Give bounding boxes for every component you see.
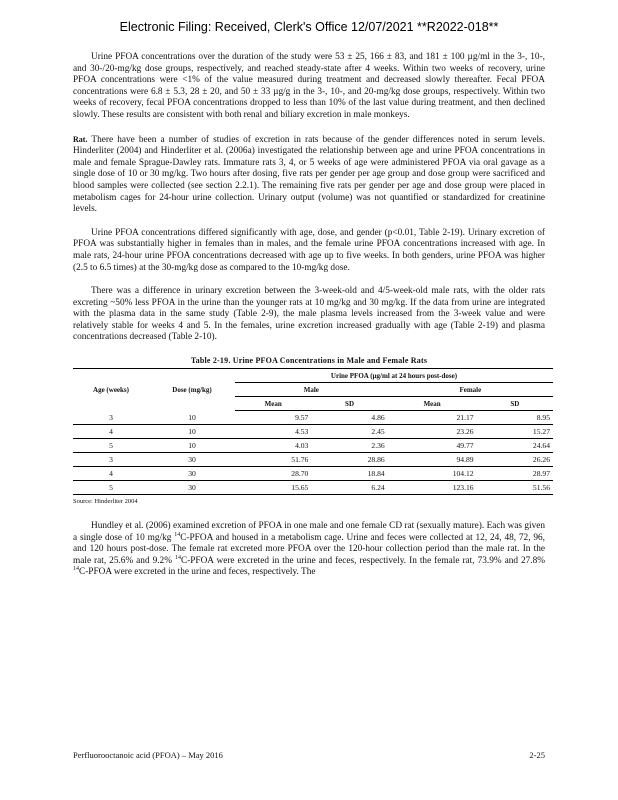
cell-male-mean: 28.70 bbox=[235, 467, 311, 481]
dose-column-header: Dose (mg/kg) bbox=[149, 369, 235, 411]
female-sd-header: SD bbox=[477, 397, 553, 411]
cell-female-sd: 15.27 bbox=[477, 425, 553, 439]
cell-female-sd: 28.97 bbox=[477, 467, 553, 481]
cell-female-sd: 51.56 bbox=[477, 481, 553, 495]
cell-male-sd: 28.86 bbox=[311, 453, 387, 467]
table-row bbox=[73, 453, 553, 467]
cell-dose: 10 bbox=[149, 439, 235, 453]
cell-male-sd: 2.45 bbox=[311, 425, 387, 439]
rat-runin-heading: Rat. bbox=[73, 134, 88, 144]
age-column-header: Age (weeks) bbox=[73, 369, 149, 411]
cell-male-mean: 4.03 bbox=[235, 439, 311, 453]
table-caption: Table 2-19. Urine PFOA Concentrations in Male and Female Rats bbox=[190, 356, 428, 366]
cell-male-mean: 4.53 bbox=[235, 425, 311, 439]
cell-female-mean: 23.26 bbox=[388, 425, 477, 439]
cell-female-sd: 24.64 bbox=[477, 439, 553, 453]
table-source: Source: Hinderliter 2004 bbox=[73, 498, 138, 506]
cell-age: 3 bbox=[73, 411, 149, 425]
cell-age: 4 bbox=[73, 425, 149, 439]
cell-age: 5 bbox=[73, 481, 149, 495]
cell-dose: 10 bbox=[149, 411, 235, 425]
paragraph-rat-intro bbox=[73, 134, 545, 216]
cell-male-mean: 9.57 bbox=[235, 411, 311, 425]
urine-pfoa-table bbox=[73, 368, 553, 495]
rat-intro-text: There have been a number of studies of excretion in rats because of the gender differences noted in serum levels. Hinderliter (2004) and Hinderliter et al. (2006a) investigated the relationship between age and urine PFOA concentrations in male and female Sprague-Dawley rats. Immature rats 3, 4, or 5 weeks of age were administered PFOA via oral gavage as a single dose of 10 or 30 mg/kg. Two hours after dosing, five rats per gender per age group and dose group were sacrificed and blood samples were collected (see section 2.2.1). The remaining five rats per gender per age and dose group were placed in metabolism cages for 24-hour urine collection. Urinary output (volume) was not quantified or standardized for creatinine levels. bbox=[73, 134, 545, 215]
document-body bbox=[73, 52, 550, 591]
cell-age: 4 bbox=[73, 467, 149, 481]
footer-document-title: Perfluorooctanoic acid (PFOA) – May 2016 bbox=[73, 750, 223, 760]
table-row bbox=[73, 481, 553, 495]
hundley-text-a: Hundley et al. (2006) examined excretion of PFOA in one male and one female CD rat (sexually mature). Each was given a single dose of 10 mg/kg bbox=[73, 521, 545, 543]
female-mean-header: Mean bbox=[388, 397, 477, 411]
table-row bbox=[73, 425, 553, 439]
cell-age: 3 bbox=[73, 453, 149, 467]
cell-dose: 30 bbox=[149, 467, 235, 481]
hundley-text-b: C-PFOA and housed in a metabolism cage. Urine and feces were collected at 12, 24, 48, 72, 96, and 120 hours post-dose. The female rat excreted more PFOA over the 120-hour collection period than the male rat. In the male rat, 25.6% and 9.2% bbox=[73, 532, 545, 566]
superscript-14: 14 bbox=[174, 531, 181, 538]
male-sd-header: SD bbox=[311, 397, 387, 411]
filing-header: Electronic Filing: Received, Clerk's Office 12/07/2021 **R2022-018** bbox=[119, 20, 499, 34]
cell-male-sd: 4.86 bbox=[311, 411, 387, 425]
paragraph-age-difference: There was a difference in urinary excretion between the 3-week-old and 4/5-week-old male rats, with the older rats excreting ~50% less PFOA in the urine than the younger rats at 10 mg/kg and 30 mg/kg. If the data from urine are integrated with the plasma data in the same study (Table 2-9), the male plasma levels increased from the 3-week value and were relatively stable for weeks 4 and 5. In the females, urine excretion increased gradually with age (Table 2-19) and plasma concentrations decreased (Table 2-10). bbox=[73, 286, 545, 343]
superscript-14: 14 bbox=[73, 566, 79, 573]
male-mean-header: Mean bbox=[235, 397, 311, 411]
table-row bbox=[73, 467, 553, 481]
cell-female-mean: 49.77 bbox=[388, 439, 477, 453]
cell-male-mean: 51.76 bbox=[235, 453, 311, 467]
cell-male-sd: 18.84 bbox=[311, 467, 387, 481]
cell-dose: 10 bbox=[149, 425, 235, 439]
cell-male-sd: 6.24 bbox=[311, 481, 387, 495]
cell-dose: 30 bbox=[149, 453, 235, 467]
female-header: Female bbox=[388, 383, 553, 397]
cell-dose: 30 bbox=[149, 481, 235, 495]
page-footer bbox=[73, 750, 545, 760]
cell-female-sd: 8.95 bbox=[477, 411, 553, 425]
cell-female-mean: 21.17 bbox=[388, 411, 477, 425]
cell-female-sd: 26.26 bbox=[477, 453, 553, 467]
superscript-14: 14 bbox=[174, 554, 181, 561]
cell-female-mean: 94.89 bbox=[388, 453, 477, 467]
cell-age: 5 bbox=[73, 439, 149, 453]
table-row bbox=[73, 411, 553, 425]
hundley-text-d: C-PFOA were excreted in the urine and feces, respectively. The bbox=[79, 567, 316, 578]
cell-male-mean: 15.65 bbox=[235, 481, 311, 495]
paragraph-monkey-excretion: Urine PFOA concentrations over the duration of the study were 53 ± 25, 166 ± 83, and 181 ± 100 µg/ml in the 3-, 10-, and 30-/20-mg/kg dose groups, respectively, and reached steady-state after 4 weeks. Within two weeks of recovery, urine PFOA concentrations were <1% of the value measured during treatment and decreased slowly thereafter. Fecal PFOA concentrations were 6.8 ± 5.3, 28 ± 20, and 50 ± 33 µg/g in the 3-, 10-, and 20-mg/kg dose groups, respectively. Within two weeks of recovery, fecal PFOA concentrations dropped to less than 10% of the last value during treatment, and then declined slowly. These results are consistent with both renal and biliary excretion in male monkeys. bbox=[73, 52, 545, 120]
paragraph-hundley bbox=[73, 521, 545, 579]
hundley-text-c: C-PFOA were excreted in the urine and feces, respectively. In the female rat, 73.9% and 27.8% bbox=[180, 555, 546, 566]
cell-female-mean: 123.16 bbox=[388, 481, 477, 495]
cell-male-sd: 2.36 bbox=[311, 439, 387, 453]
paragraph-urine-concentrations: Urine PFOA concentrations differed significantly with age, dose, and gender (p<0.01, Table 2-19). Urinary excretion of PFOA was substantially higher in females than in males, and the female urine PFOA concentrations increased with age. In male rats, 24-hour urine PFOA concentrations decreased with age up to five weeks. In both genders, urine PFOA was higher (2.5 to 6.5 times) at the 30-mg/kg dose as compared to the 10-mg/kg dose. bbox=[73, 227, 545, 273]
urine-span-header: Urine PFOA (µg/ml at 24 hours post-dose) bbox=[235, 369, 553, 383]
male-header: Male bbox=[235, 383, 388, 397]
table-row bbox=[73, 439, 553, 453]
cell-female-mean: 104.12 bbox=[388, 467, 477, 481]
page-number: 2-25 bbox=[529, 750, 545, 760]
